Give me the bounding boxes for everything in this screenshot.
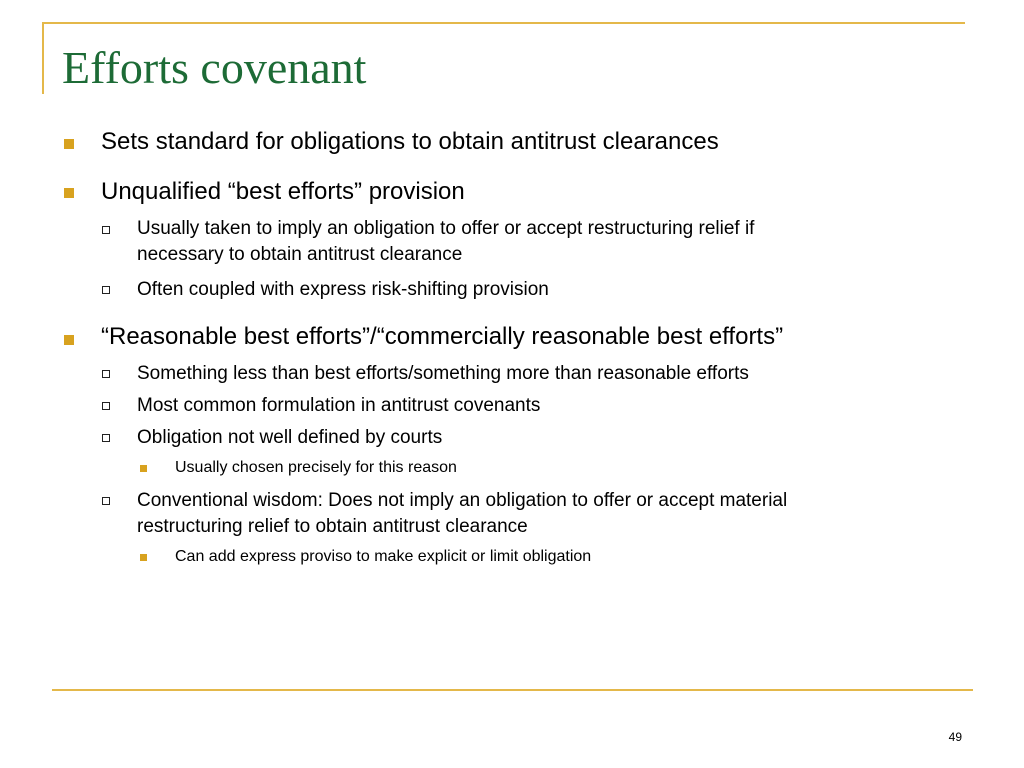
square-bullet-icon: [64, 335, 74, 345]
sub-bullet-text-continued: necessary to obtain antitrust clearance: [137, 244, 463, 265]
hollow-square-bullet-icon: [102, 402, 110, 410]
sub-bullet-text: Often coupled with express risk-shifting provision: [137, 279, 549, 300]
sub-bullet-text: Most common formulation in antitrust covenants: [137, 395, 541, 416]
frame-left-rule: [42, 22, 44, 94]
sub-bullet-text: Usually taken to imply an obligation to offer or accept restructuring relief if: [137, 218, 755, 239]
bullet-text: Sets standard for obligations to obtain antitrust clearances: [101, 128, 719, 155]
sub-sub-bullet-text: Can add express proviso to make explicit or limit obligation: [175, 548, 592, 565]
slide-title: Efforts covenant: [62, 42, 367, 93]
hollow-square-bullet-icon: [102, 434, 110, 442]
sub-bullet-text: Obligation not well defined by courts: [137, 427, 443, 448]
sub-bullet-text: Conventional wisdom: Does not imply an obligation to offer or accept material: [137, 490, 788, 511]
frame-top-rule: [42, 22, 965, 24]
hollow-square-bullet-icon: [102, 497, 110, 505]
sub-sub-bullet-text: Usually chosen precisely for this reason: [175, 459, 457, 476]
hollow-square-bullet-icon: [102, 286, 110, 294]
page-number: 49: [948, 730, 962, 744]
hollow-square-bullet-icon: [102, 226, 110, 234]
sub-bullet-text: Something less than best efforts/something more than reasonable efforts: [137, 363, 749, 384]
small-square-bullet-icon: [140, 554, 147, 561]
square-bullet-icon: [64, 139, 74, 149]
small-square-bullet-icon: [140, 465, 147, 472]
hollow-square-bullet-icon: [102, 370, 110, 378]
sub-bullet-text-continued: restructuring relief to obtain antitrust clearance: [137, 516, 528, 537]
square-bullet-icon: [64, 188, 74, 198]
frame-bottom-rule: [52, 689, 973, 691]
bullet-text: “Reasonable best efforts”/“commercially reasonable best efforts”: [101, 323, 784, 350]
bullet-text: Unqualified “best efforts” provision: [101, 178, 465, 205]
